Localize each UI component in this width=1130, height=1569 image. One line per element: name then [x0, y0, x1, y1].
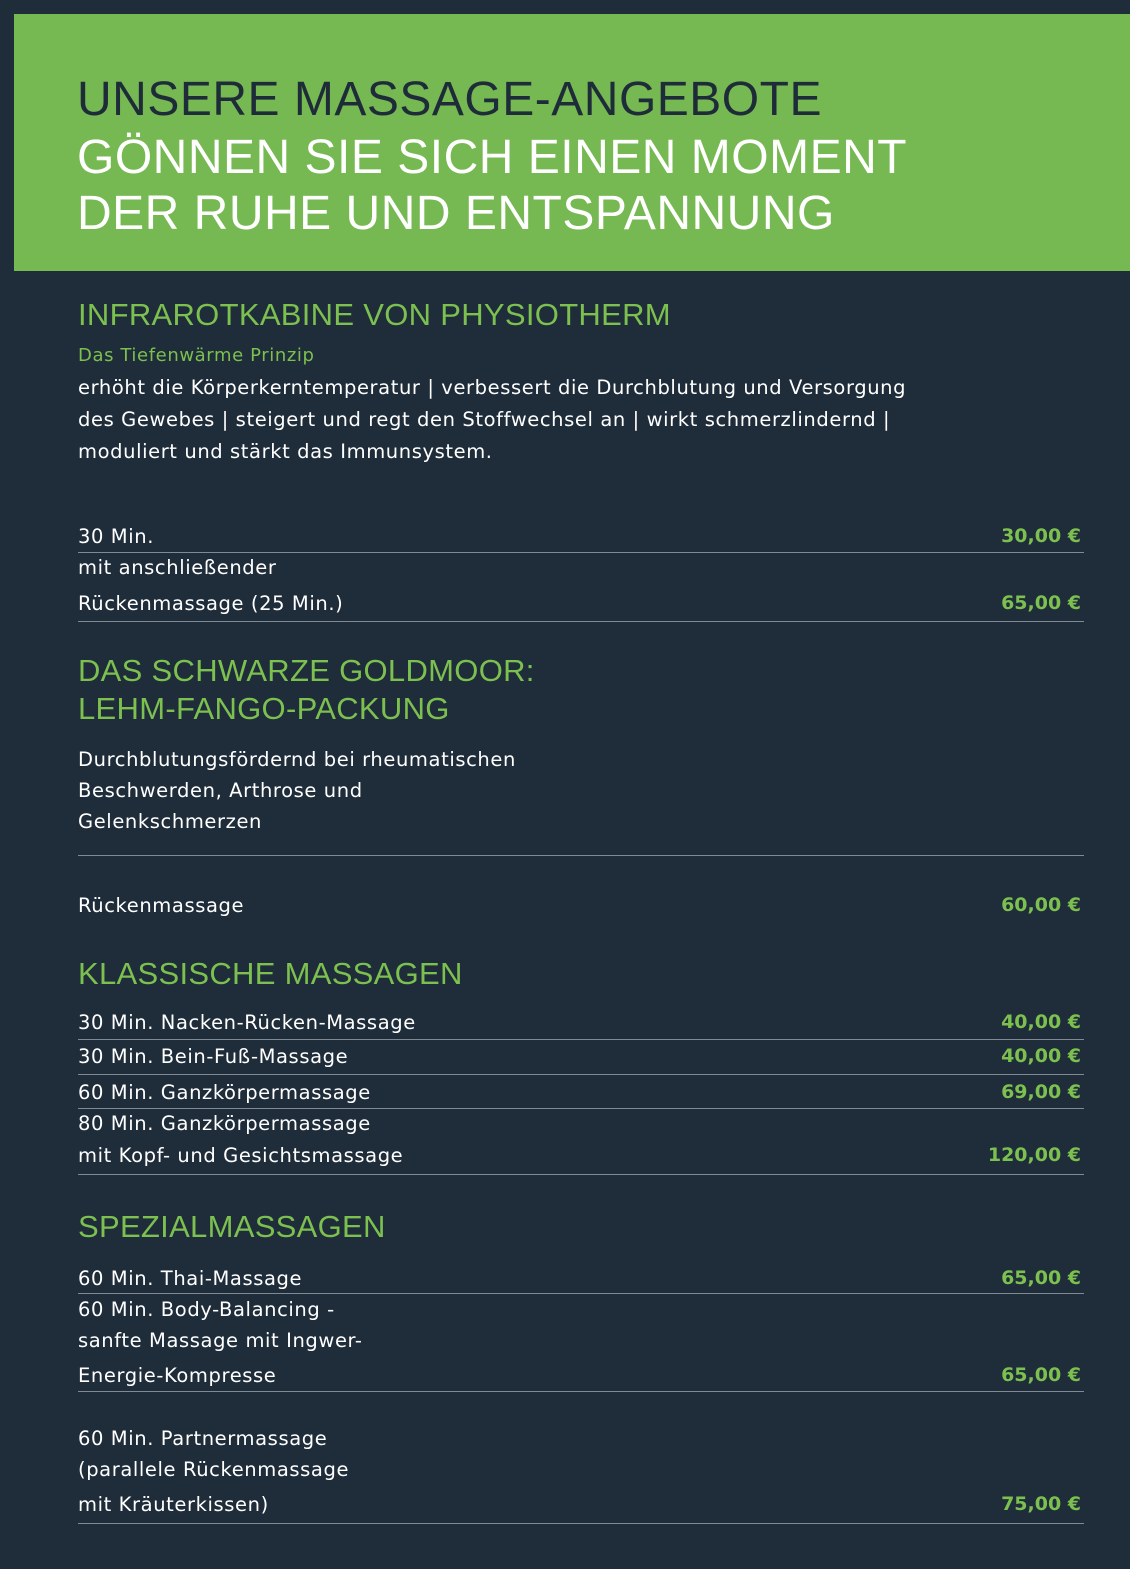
section-subtitle-infrarot: Das Tiefenwärme Prinzip — [78, 345, 315, 366]
price-item-label: mit Kopf- und Gesichtsmassage — [78, 1144, 404, 1167]
divider — [78, 1293, 1084, 1294]
header-line-3: DER RUHE UND ENTSPANNUNG — [77, 187, 835, 240]
header-line-1: UNSERE MASSAGE-ANGEBOTE — [77, 73, 822, 126]
price-item-label: 60 Min. Thai-Massage — [78, 1267, 303, 1290]
price-item-value: 30,00 € — [1001, 525, 1081, 547]
divider — [78, 855, 1084, 856]
price-item-label: 30 Min. Bein-Fuß-Massage — [78, 1045, 349, 1068]
price-item-value: 40,00 € — [1001, 1045, 1081, 1067]
divider — [78, 1174, 1084, 1175]
goldmoor-desc-line-2: Beschwerden, Arthrose und — [78, 779, 363, 802]
header-line-2: GÖNNEN SIE SICH EINEN MOMENT — [77, 131, 908, 184]
price-item-value: 69,00 € — [1001, 1081, 1081, 1103]
section-title-spezial: SPEZIALMASSAGEN — [78, 1209, 386, 1244]
price-item-value: 75,00 € — [1001, 1493, 1081, 1515]
price-item-label: Rückenmassage (25 Min.) — [78, 592, 344, 615]
price-item-value: 65,00 € — [1001, 1267, 1081, 1289]
price-item-label: 30 Min. Nacken-Rücken-Massage — [78, 1011, 416, 1034]
price-item-label: 60 Min. Partnermassage — [78, 1427, 328, 1450]
price-item-label: Energie-Kompresse — [78, 1364, 277, 1387]
price-item-label: mit anschließender — [78, 556, 277, 579]
price-item-label: 60 Min. Ganzkörpermassage — [78, 1081, 371, 1104]
price-item-label: 60 Min. Body-Balancing - — [78, 1298, 335, 1321]
divider — [78, 1074, 1084, 1075]
header-banner — [14, 14, 1130, 271]
section-title-goldmoor-1: DAS SCHWARZE GOLDMOOR: — [78, 653, 535, 688]
infrarot-desc-line-2: des Gewebes | steigert und regt den Stoffwechsel an | wirkt schmerzlindernd | — [78, 408, 891, 431]
price-item-label: (parallele Rückenmassage — [78, 1458, 350, 1481]
divider — [78, 1523, 1084, 1524]
price-item-label: mit Kräuterkissen) — [78, 1493, 269, 1516]
divider — [78, 621, 1084, 622]
infrarot-desc-line-3: moduliert und stärkt das Immunsystem. — [78, 440, 493, 463]
infrarot-desc-line-1: erhöht die Körperkerntemperatur | verbessert die Durchblutung und Versorgung — [78, 376, 907, 399]
price-item-label: 80 Min. Ganzkörpermassage — [78, 1112, 371, 1135]
price-item-value: 65,00 € — [1001, 592, 1081, 614]
divider — [78, 1039, 1084, 1040]
price-item-value: 40,00 € — [1001, 1011, 1081, 1033]
section-title-goldmoor-2: LEHM-FANGO-PACKUNG — [78, 691, 450, 726]
section-title-klassisch: KLASSISCHE MASSAGEN — [78, 956, 463, 991]
price-item-value: 65,00 € — [1001, 1364, 1081, 1386]
price-item-value: 120,00 € — [987, 1144, 1081, 1166]
section-title-infrarot: INFRAROTKABINE VON PHYSIOTHERM — [78, 297, 671, 332]
divider — [78, 1391, 1084, 1392]
price-item-label: 30 Min. — [78, 525, 155, 548]
goldmoor-desc-line-3: Gelenkschmerzen — [78, 810, 263, 833]
price-item-label: Rückenmassage — [78, 894, 245, 917]
price-item-label: sanfte Massage mit Ingwer- — [78, 1329, 363, 1352]
price-item-value: 60,00 € — [1001, 894, 1081, 916]
goldmoor-desc-line-1: Durchblutungsfördernd bei rheumatischen — [78, 748, 516, 771]
